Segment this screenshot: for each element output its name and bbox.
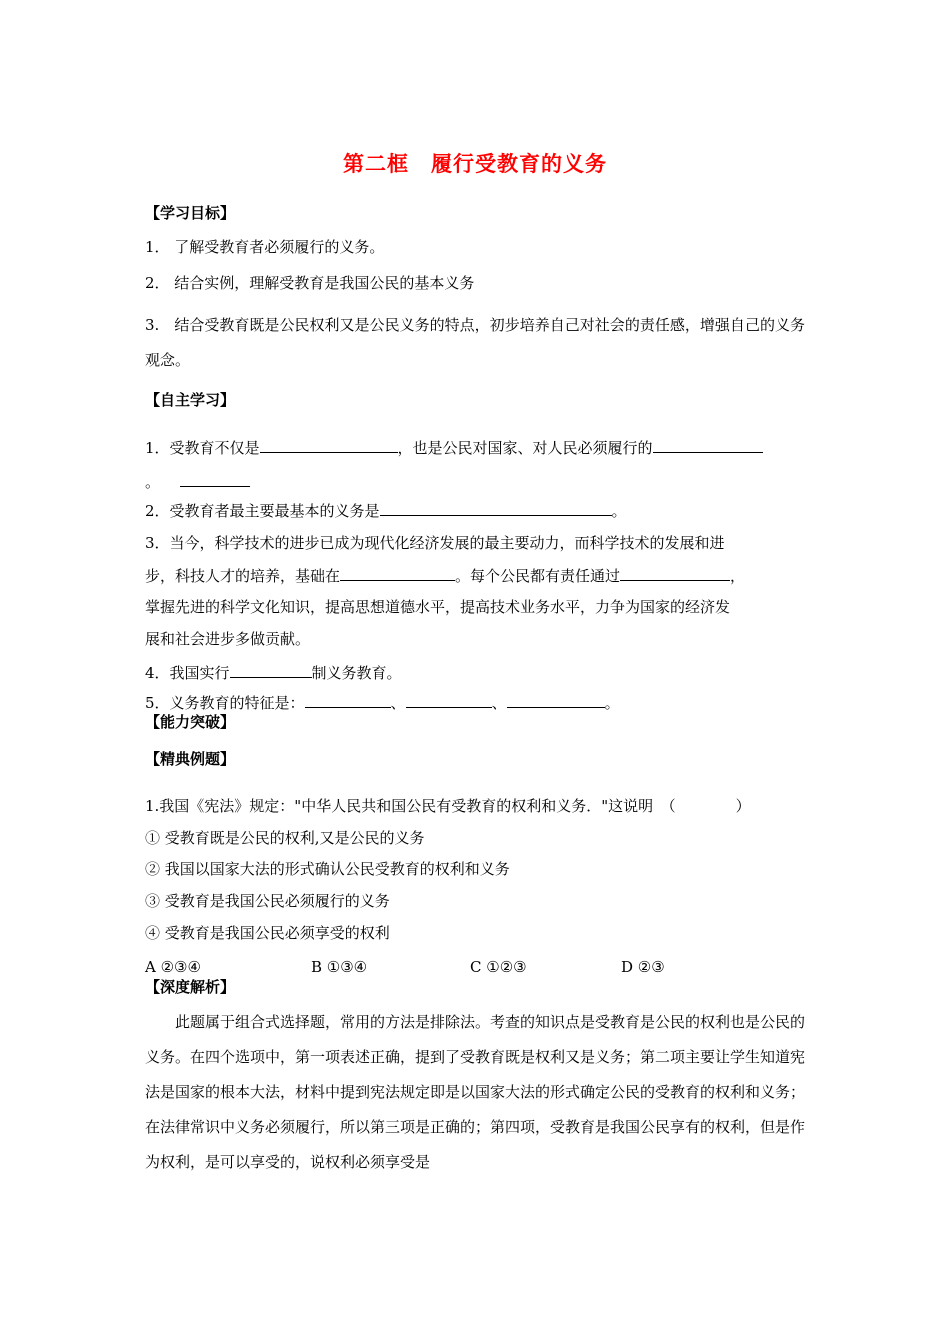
goal-item-2: 2． 结合实例，理解受教育是我国公民的基本义务 [145,274,475,292]
q5-blank-2[interactable] [406,692,492,708]
examples-heading: 【精典例题】 [145,750,236,768]
option-a: A ②③④ [145,958,201,976]
question-1 [145,437,763,458]
q3-text-c: ， [730,567,746,585]
statement-3: ③ 受教育是我国公民必须履行的义务 [145,892,390,910]
example-question: 1.我国《宪法》规定："中华人民共和国公民有受教育的权利和义务．"这说明 （ ） [145,797,751,815]
question-4 [145,662,402,683]
q5-sep-2: 、 [491,694,507,712]
q1-text-c: 。 [145,473,161,491]
q1-blank-2[interactable] [653,437,763,453]
statement-2: ② 我国以国家大法的形式确认公民受教育的权利和义务 [145,860,510,878]
analysis-heading: 【深度解析】 [145,978,236,996]
question-3-line-1: 3．当今，科学技术的进步已成为现代化经济发展的最主要动力，而科学技术的发展和进 [145,534,725,552]
q4-blank[interactable] [230,662,312,678]
q5-text-a: 5．义务教育的特征是： [145,694,305,712]
page-title: 第二框 履行受教育的义务 [343,152,607,176]
option-b: B ①③④ [311,958,368,976]
q1-text-b: ，也是公民对国家、对人民必须履行的 [397,439,653,457]
q3-blank-2[interactable] [620,565,730,581]
option-d: D ②③ [621,958,665,976]
q5-sep-1: 、 [390,694,406,712]
q3-blank-1[interactable] [340,565,455,581]
question-3-line-2 [145,565,745,586]
q1-blank-3[interactable] [180,471,250,487]
ability-heading: 【能力突破】 [145,713,236,731]
q5-blank-3[interactable] [507,692,605,708]
q1-blank-1[interactable] [260,437,398,453]
q4-text-b: 制义务教育。 [311,664,402,682]
question-3-line-3: 掌握先进的科学文化知识，提高思想道德水平，提高技术业务水平，力争为国家的经济发 [145,598,731,616]
goal-item-1: 1． 了解受教育者必须履行的义务。 [145,238,385,256]
q2-text-a: 2．受教育者最主要最基本的义务是 [145,502,380,520]
q3-text-b: 。每个公民都有责任通过 [455,567,621,585]
question-1-cont [145,471,250,492]
goal-item-3: 3. 结合受教育既是公民权利又是公民义务的特点，初步培养自己对社会的责任感，增强自己的义务观念。 [145,316,805,369]
q5-end: 。 [604,694,620,712]
q5-blank-1[interactable] [305,692,391,708]
self-study-heading: 【自主学习】 [145,391,236,409]
q3-text-a: 步，科技人才的培养，基础在 [145,567,341,585]
analysis-body: 此题属于组合式选择题，常用的方法是排除法。考查的知识点是受教育是公民的权利也是公民的义务。在四个选项中，第一项表述正确，提到了受教育既是权利又是义务；第二项主要让学生知道宪法是国家的根本大法，材料中提到宪法规定即是以国家大法的形式确定公民的受教育的权利和义务；在法律常识中义务必须履行，所以第三项是正确的；第四项，受教育是我国公民享有的权利，但是作为权利，是可以享受的，说权利必须享受是 [145,1013,806,1171]
goals-heading: 【学习目标】 [145,204,236,222]
q2-text-b: 。 [611,502,627,520]
question-2 [145,500,627,521]
option-c: C ①②③ [470,958,527,976]
q4-text-a: 4．我国实行 [145,664,230,682]
q2-blank[interactable] [380,500,612,516]
statement-1: ① 受教育既是公民的权利,又是公民的义务 [145,829,425,847]
q1-text-a: 1．受教育不仅是 [145,439,260,457]
statement-4: ④ 受教育是我国公民必须享受的权利 [145,924,390,942]
question-5 [145,692,620,713]
question-3-line-4: 展和社会进步多做贡献。 [145,630,311,648]
